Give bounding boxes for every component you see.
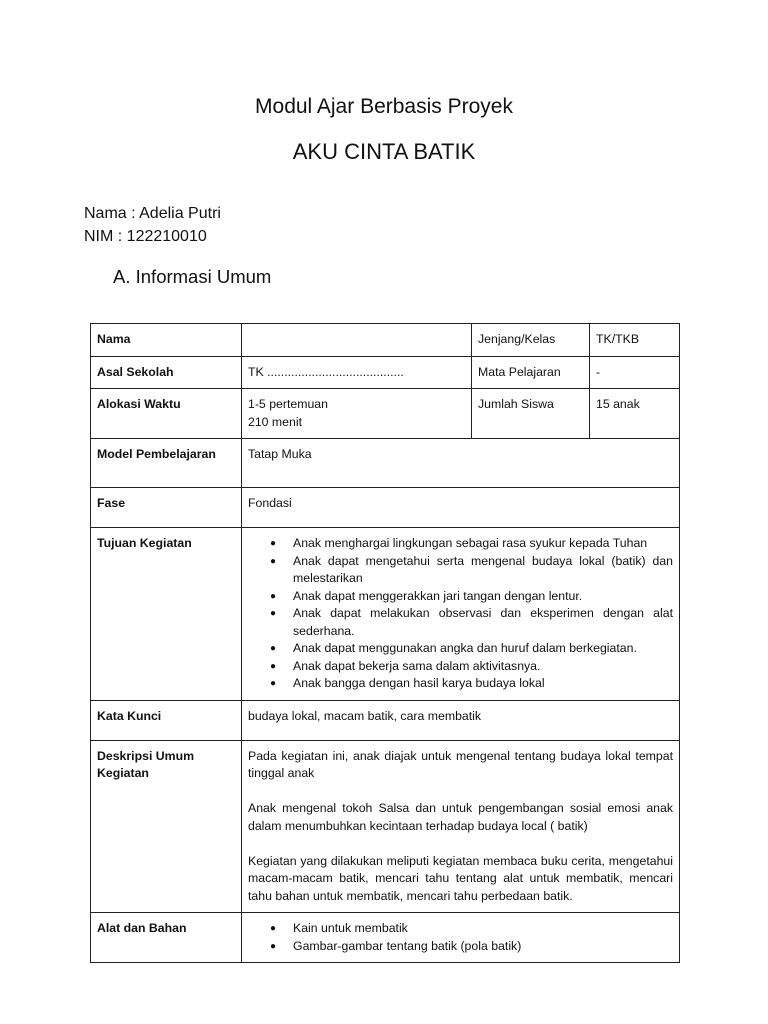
value-mapel: - bbox=[590, 356, 680, 389]
list-item: ● Anak bangga dengan hasil karya budaya lokal bbox=[248, 675, 673, 693]
list-item: ● Anak dapat mengetahui serta mengenal budaya lokal (batik) dan melestarikan bbox=[248, 553, 673, 588]
value-sekolah: TK ........................................ bbox=[242, 356, 472, 389]
label-nama: Nama bbox=[91, 324, 242, 357]
deskripsi-paragraph: Anak mengenal tokoh Salsa dan untuk pengembangan sosial emosi anak dalam menumbuhkan kecintaan terhadap budaya local ( batik) bbox=[248, 801, 673, 833]
row-model bbox=[91, 439, 680, 488]
list-item: ● Anak dapat menggunakan angka dan huruf dalam berkegiatan. bbox=[248, 640, 673, 658]
row-nama bbox=[91, 324, 680, 357]
row-tujuan bbox=[91, 528, 680, 701]
deskripsi-label-line: Deskripsi Umum bbox=[97, 748, 195, 763]
name-line: Nama : Adelia Putri bbox=[84, 205, 221, 222]
value-tujuan bbox=[242, 528, 680, 701]
row-sekolah bbox=[91, 356, 680, 389]
label-fase: Fase bbox=[91, 488, 242, 528]
value-model: Tatap Muka bbox=[242, 439, 680, 488]
label-deskripsi bbox=[91, 740, 242, 913]
label-sekolah: Asal Sekolah bbox=[91, 356, 242, 389]
author-info bbox=[84, 202, 221, 248]
label-model: Model Pembelajaran bbox=[91, 439, 242, 488]
label-jenjang: Jenjang/Kelas bbox=[472, 324, 590, 357]
list-item: ● Gambar-gambar tentang batik (pola batik) bbox=[248, 938, 673, 956]
value-alokasi bbox=[242, 389, 472, 439]
row-kata-kunci bbox=[91, 700, 680, 740]
row-alat bbox=[91, 913, 680, 963]
list-item: ● Anak dapat menggerakkan jari tangan dengan lentur. bbox=[248, 588, 673, 606]
document-title: Modul Ajar Berbasis Proyek bbox=[255, 95, 513, 118]
deskripsi-label-line: Kegiatan bbox=[97, 766, 149, 780]
label-tujuan: Tujuan Kegiatan bbox=[91, 528, 242, 701]
value-fase: Fondasi bbox=[242, 488, 680, 528]
list-item: ● Anak dapat bekerja sama dalam aktivitasnya. bbox=[248, 658, 673, 676]
alat-list bbox=[248, 920, 673, 955]
value-nama bbox=[242, 324, 472, 357]
value-alat bbox=[242, 913, 680, 963]
value-kata-kunci: budaya lokal, macam batik, cara membatik bbox=[242, 700, 680, 740]
list-item: ● Anak menghargai lingkungan sebagai rasa syukur kepada Tuhan bbox=[248, 535, 673, 553]
label-mapel: Mata Pelajaran bbox=[472, 356, 590, 389]
section-heading: A. Informasi Umum bbox=[113, 266, 272, 287]
label-alokasi: Alokasi Waktu bbox=[91, 389, 242, 439]
value-jumlah-siswa: 15 anak bbox=[590, 389, 680, 439]
value-jenjang: TK/TKB bbox=[590, 324, 680, 357]
alokasi-line: 210 menit bbox=[248, 414, 303, 429]
row-fase bbox=[91, 488, 680, 528]
list-item: ● Anak dapat melakukan observasi dan eksperimen dengan alat sederhana. bbox=[248, 605, 673, 640]
value-deskripsi bbox=[242, 740, 680, 913]
row-alokasi bbox=[91, 389, 680, 439]
row-deskripsi bbox=[91, 740, 680, 913]
label-jumlah-siswa: Jumlah Siswa bbox=[472, 389, 590, 439]
alokasi-line: 1-5 pertemuan bbox=[248, 397, 328, 411]
list-item: ● Kain untuk membatik bbox=[248, 920, 673, 938]
tujuan-list bbox=[248, 535, 673, 693]
nim-line: NIM : 122210010 bbox=[84, 228, 207, 245]
deskripsi-paragraph: Kegiatan yang dilakukan meliputi kegiatan membaca buku cerita, mengetahui macam-macam batik, mencari tahu tentang alat untuk membatik, mencari tahu bahan untuk membatik, mencari tahu perbedaan batik. bbox=[248, 853, 673, 903]
deskripsi-paragraph: Pada kegiatan ini, anak diajak untuk mengenal tentang budaya lokal tempat tinggal anak bbox=[248, 748, 673, 780]
info-table bbox=[90, 323, 680, 963]
label-alat: Alat dan Bahan bbox=[91, 913, 242, 963]
label-kata-kunci: Kata Kunci bbox=[91, 700, 242, 740]
document-subtitle: AKU CINTA BATIK bbox=[292, 139, 476, 164]
